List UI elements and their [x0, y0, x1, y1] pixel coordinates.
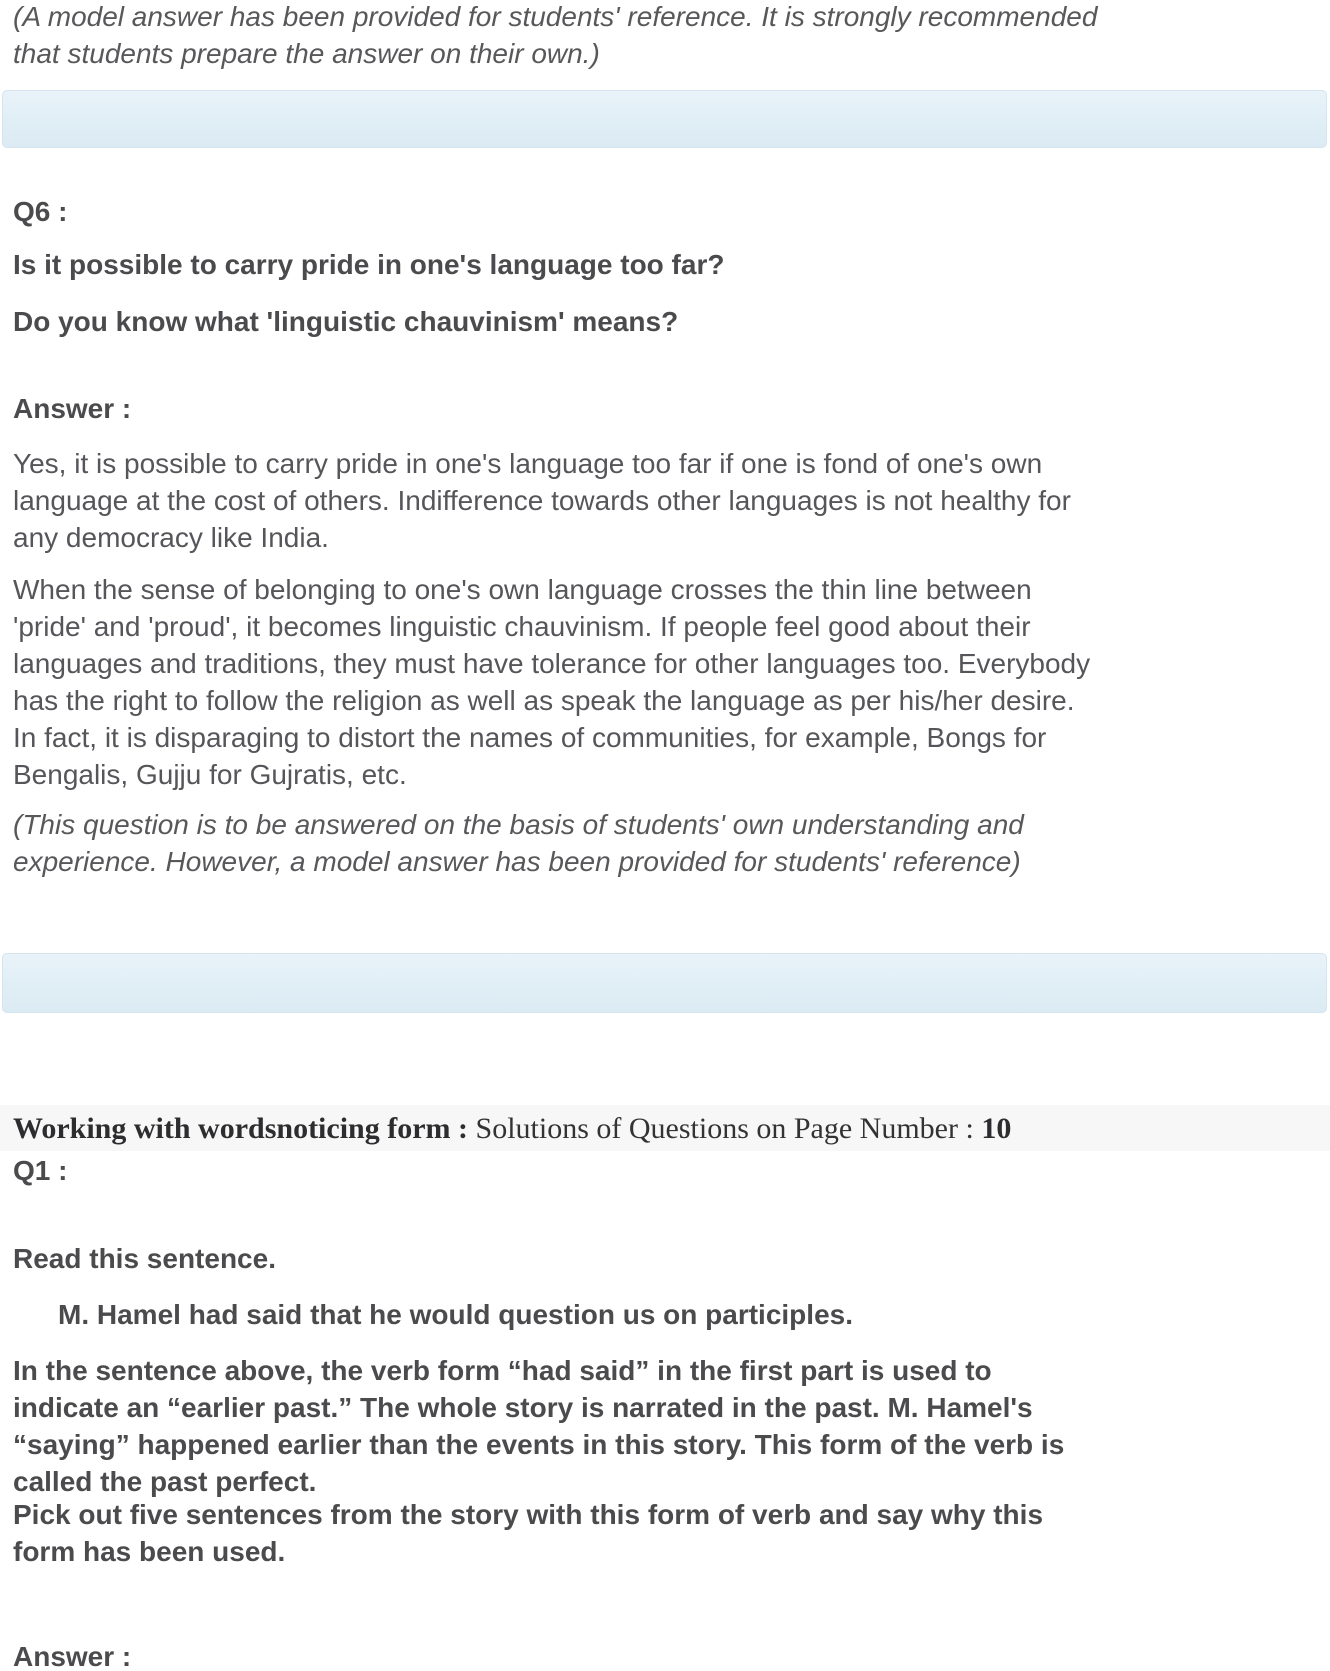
section-heading — [13, 1111, 1011, 1147]
q6-question-line-2: Do you know what 'linguistic chauvinism' means? — [13, 306, 679, 337]
q1-answer-label: Answer : — [13, 1641, 132, 1671]
section-divider-band-1 — [2, 90, 1327, 148]
q1-example-sentence: M. Hamel had said that he would question us on participles. — [58, 1299, 853, 1330]
q1-task: Pick out five sentences from the story with this form of verb and say why this form has been used. — [13, 1499, 1044, 1567]
q6-model-note: (This question is to be answered on the basis of students' own understanding and experience. However, a model answer has been provided for students' reference) — [13, 809, 1024, 877]
q1-label: Q1 : — [13, 1155, 68, 1186]
section-divider-band-2 — [2, 953, 1327, 1013]
page-note-top: (A model answer has been provided for students' reference. It is strongly recommended that students prepare the answer on their own.) — [13, 1, 1098, 69]
q1-read-instruction: Read this sentence. — [13, 1243, 276, 1274]
q6-answer-label: Answer : — [13, 393, 132, 424]
q6-question-line-1: Is it possible to carry pride in one's language too far? — [13, 249, 725, 280]
section-heading-subtitle: Solutions of Questions on Page Number : — [475, 1112, 974, 1145]
section-heading-title: Working with wordsnoticing form : — [13, 1112, 469, 1145]
q6-label: Q6 : — [13, 196, 68, 227]
q6-answer-paragraph-1: Yes, it is possible to carry pride in one's language too far if one is fond of one's own language at the cost of others. Indifference towards other languages is not healthy for any democracy like India. — [13, 448, 1071, 553]
section-heading-page-number: 10 — [981, 1112, 1012, 1145]
q1-explanation: In the sentence above, the verb form “had said” in the first part is used to indicate an “earlier past.” The whole story is narrated in the past. M. Hamel's “saying” happened earlier than the events in this story. This form of the verb is called the past perfect. — [13, 1355, 1065, 1497]
q6-answer-paragraph-2: When the sense of belonging to one's own language crosses the thin line between 'pride' and 'proud', it becomes linguistic chauvinism. If people feel good about their languages and traditions, they must have tolerance for other languages too. Everybody has the right to follow the religion as well as speak the language as per his/her desire. In fact, it is disparaging to distort the names of communities, for example, Bongs for Bengalis, Gujju for Gujratis, etc. — [13, 574, 1091, 790]
